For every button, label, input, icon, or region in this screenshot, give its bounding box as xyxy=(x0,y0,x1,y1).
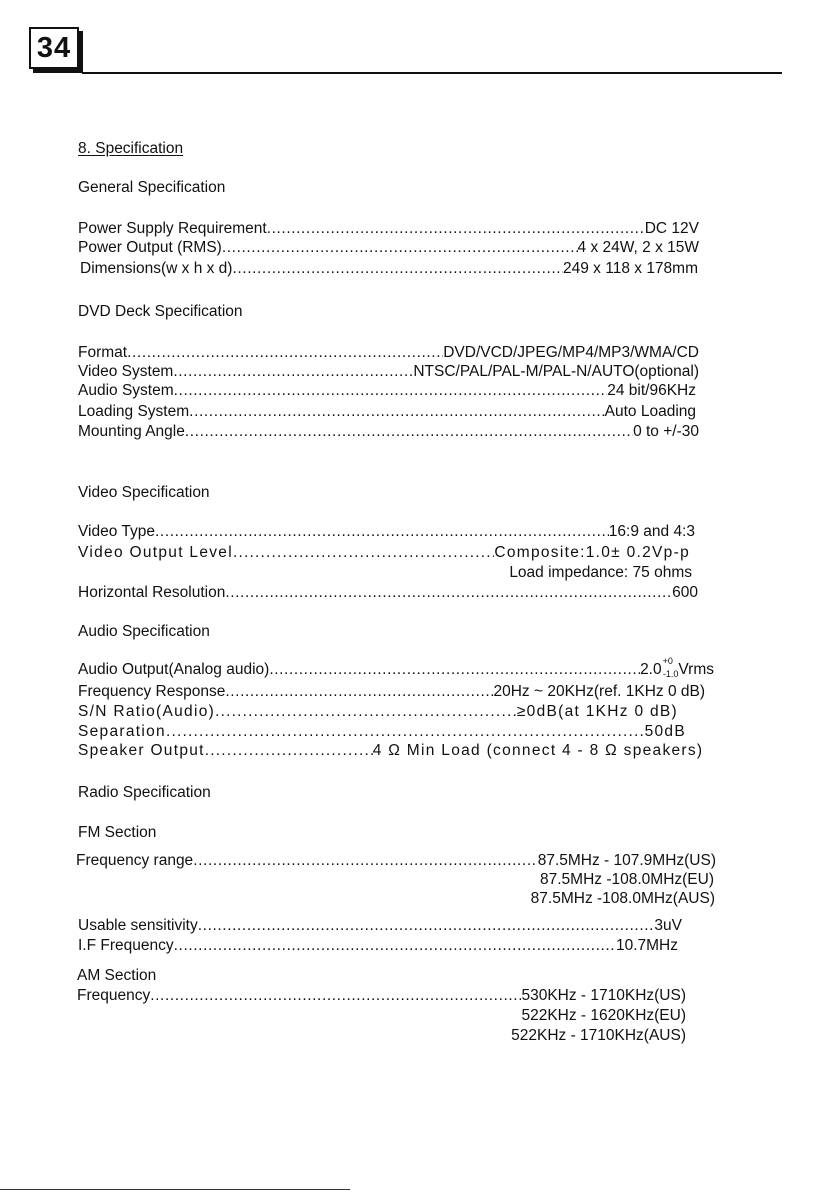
spec-value: 530KHz - 1710KHz(US) xyxy=(521,987,686,1004)
spec-label: Frequency range xyxy=(76,852,194,869)
spec-value: 24 bit/96KHz xyxy=(607,382,696,399)
fm-frequency-aus: 87.5MHz -108.0MHz(AUS) xyxy=(530,890,715,907)
spec-row-format xyxy=(78,343,699,362)
am-frequency-eu: 522KHz - 1620KHz(EU) xyxy=(521,1007,686,1024)
spec-value: 4 x 24W, 2 x 15W xyxy=(577,239,699,256)
spec-row-frequency-response xyxy=(78,682,705,701)
am-section-heading: AM Section xyxy=(77,967,157,984)
spec-label: Mounting Angle xyxy=(78,423,185,440)
dvd-spec-heading: DVD Deck Specification xyxy=(78,303,243,320)
spec-row-power-supply xyxy=(78,219,699,238)
spec-value: Auto Loading xyxy=(604,403,696,420)
spec-row-audio-system xyxy=(78,381,696,400)
spec-value: 0 to +/-30 xyxy=(633,423,699,440)
fm-section-heading: FM Section xyxy=(78,824,157,841)
spec-row-am-frequency xyxy=(77,986,686,1005)
spec-value: 249 x 118 x 178mm xyxy=(563,260,698,277)
spec-value: 600 xyxy=(672,584,698,601)
spec-value: 20Hz ~ 20KHz(ref. 1KHz 0 dB) xyxy=(493,683,705,700)
audio-spec-heading: Audio Specification xyxy=(78,623,210,640)
spec-value: ≥0dB(at 1KHz 0 dB) xyxy=(516,703,678,720)
spec-row-speaker-output xyxy=(78,741,716,760)
spec-value-main: 2.0 xyxy=(640,661,662,678)
spec-row-power-output xyxy=(78,238,699,257)
spec-label: Video Output Level xyxy=(78,544,233,561)
spec-row-video-output-level xyxy=(78,543,690,562)
tolerance-minus: -1.0 xyxy=(662,669,679,679)
spec-value: 4 Ω Min Load (connect 4 - 8 Ω speakers) xyxy=(372,742,704,759)
spec-label: Audio Output(Analog audio) xyxy=(78,661,270,678)
spec-value: Composite:1.0± 0.2Vp-p xyxy=(494,544,690,561)
spec-row-usable-sensitivity xyxy=(78,916,682,935)
spec-label: Separation xyxy=(78,723,166,740)
spec-label: Video Type xyxy=(78,523,155,540)
spec-label: Frequency Response xyxy=(78,683,226,700)
video-spec-heading: Video Specification xyxy=(78,484,210,501)
general-spec-heading: General Specification xyxy=(78,179,226,196)
header-rule xyxy=(82,72,782,74)
spec-label: Speaker Output xyxy=(78,742,205,759)
video-output-level-continuation: Load impedance: 75 ohms xyxy=(509,564,692,581)
spec-row-fm-frequency-range xyxy=(76,851,716,870)
spec-row-separation xyxy=(78,722,686,741)
spec-value: 16:9 and 4:3 xyxy=(608,523,695,540)
radio-spec-heading: Radio Specification xyxy=(78,784,211,801)
spec-label: Usable sensitivity xyxy=(78,917,198,934)
spec-value-unit: Vrms xyxy=(678,661,714,678)
spec-value: 87.5MHz - 107.9MHz(US) xyxy=(537,852,716,869)
spec-label: Frequency xyxy=(77,987,151,1004)
page-number: 34 xyxy=(29,27,79,69)
spec-value xyxy=(640,656,714,681)
spec-value: 3uV xyxy=(654,917,682,934)
spec-label: Dimensions(w x h x d) xyxy=(80,260,233,277)
spec-label: I.F Frequency xyxy=(78,937,174,954)
spec-row-audio-output xyxy=(78,656,714,681)
spec-value: 10.7MHz xyxy=(615,937,678,954)
spec-row-video-system xyxy=(78,362,699,381)
spec-value: DVD/VCD/JPEG/MP4/MP3/WMA/CD xyxy=(443,344,699,361)
spec-label: Format xyxy=(78,344,128,361)
bottom-rule xyxy=(0,1189,350,1190)
spec-row-horizontal-resolution xyxy=(78,583,698,602)
spec-label: Audio System xyxy=(78,382,174,399)
spec-row-mounting-angle xyxy=(78,422,699,441)
spec-label: S/N Ratio(Audio) xyxy=(78,703,216,720)
spec-label: Loading System xyxy=(78,403,190,420)
spec-value: DC 12V xyxy=(644,220,699,237)
spec-row-loading-system xyxy=(78,402,696,421)
spec-label: Video System xyxy=(78,363,174,380)
spec-value: 50dB xyxy=(644,723,686,740)
spec-label: Power Output (RMS) xyxy=(78,239,222,256)
spec-label: Horizontal Resolution xyxy=(78,584,226,601)
spec-row-if-frequency xyxy=(78,936,678,955)
spec-row-dimensions xyxy=(80,259,698,278)
am-frequency-aus: 522KHz - 1710KHz(AUS) xyxy=(511,1027,686,1044)
spec-value: NTSC/PAL/PAL-M/PAL-N/AUTO(optional) xyxy=(413,363,699,380)
spec-row-video-type xyxy=(78,522,695,541)
spec-row-sn-ratio xyxy=(78,702,678,721)
fm-frequency-eu: 87.5MHz -108.0MHz(EU) xyxy=(540,871,714,888)
section-title: 8. Specification xyxy=(78,140,184,157)
spec-label: Power Supply Requirement xyxy=(78,220,267,237)
tolerance-plus: +0 xyxy=(662,656,673,666)
